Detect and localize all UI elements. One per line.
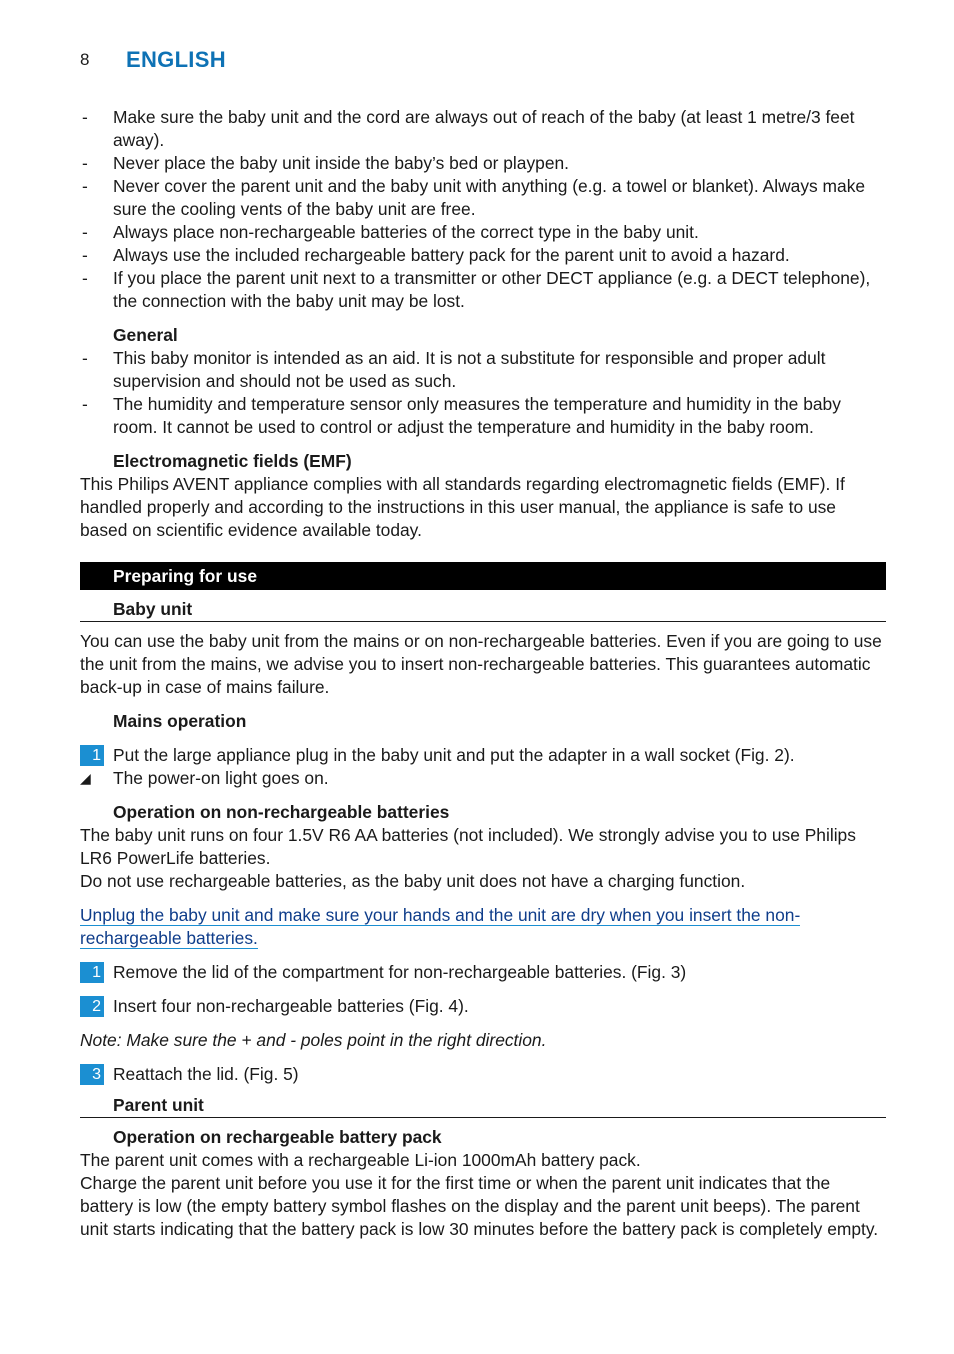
list-item: - The humidity and temperature sensor only measures the temperature and humidity in the baby room. It cannot be used to control or adjust the temperature and humidity in the baby room. — [82, 394, 841, 437]
step-number: 3 — [80, 1064, 104, 1085]
page-number: 8 — [80, 50, 90, 69]
rechargeable-heading: Operation on rechargeable battery pack — [113, 1127, 442, 1147]
mains-step-1: 1 Put the large appliance plug in the baby unit and put the adapter in a wall socket (Fig. 2). — [80, 744, 886, 767]
list-item: - This baby monitor is intended as an aid. It is not a substitute for responsible and proper adult supervision and should not be used as such. — [82, 348, 826, 391]
general-heading: General — [113, 325, 178, 345]
batteries-step-3: 3 Reattach the lid. (Fig. 5) — [80, 1063, 886, 1086]
list-item: - Make sure the baby unit and the cord are always out of reach of the baby (at least 1 metre/3 feet away). — [82, 107, 855, 150]
list-item: - Always place non-rechargeable batteries of the correct type in the baby unit. — [82, 222, 699, 242]
batteries-text-1: The baby unit runs on four 1.5V R6 AA batteries (not included). We strongly advise you to use Philips LR6 PowerLife batteries. — [80, 825, 856, 868]
step-number: 1 — [80, 745, 104, 766]
parent-unit-heading: Parent unit — [80, 1093, 886, 1118]
mains-operation-heading: Mains operation — [113, 711, 247, 731]
result-arrow-icon: ◢ — [80, 770, 91, 786]
rechargeable-text-2: Charge the parent unit before you use it for the first time or when the parent unit indicates that the battery is low (the empty battery symbol flashes on the display and the parent unit beeps). The parent unit starts indicating that the battery pack is low 30 minutes before the battery pack is completely empty. — [80, 1173, 879, 1239]
step-number: 2 — [80, 996, 104, 1017]
baby-unit-heading: Baby unit — [80, 597, 886, 622]
list-item: - Always use the included rechargeable battery pack for the parent unit to avoid a hazard. — [82, 245, 790, 265]
batteries-step-1: 1 Remove the lid of the compartment for non-rechargeable batteries. (Fig. 3) — [80, 961, 886, 984]
list-item: - Never cover the parent unit and the baby unit with anything (e.g. a towel or blanket). Always make sure the cooling vents of the baby unit are free. — [82, 176, 866, 219]
step-number: 1 — [80, 962, 104, 983]
general-list — [80, 347, 886, 439]
page-content — [80, 106, 886, 1241]
list-item: - If you place the parent unit next to a transmitter or other DECT appliance (e.g. a DECT telephone), the connection with the baby unit may be lost. — [82, 268, 871, 311]
batteries-warning: Unplug the baby unit and make sure your hands and the unit are dry when you insert the non-rechargeable batteries. — [80, 905, 801, 948]
batteries-text-2: Do not use rechargeable batteries, as the baby unit does not have a charging function. — [80, 871, 746, 891]
batteries-step-2: 2 Insert four non-rechargeable batteries (Fig. 4). — [80, 995, 886, 1018]
batteries-heading: Operation on non-rechargeable batteries — [113, 802, 450, 822]
batteries-note: Note: Make sure the + and - poles point in the right direction. — [80, 1030, 547, 1050]
mains-result: ◢ The power-on light goes on. — [80, 768, 329, 788]
safety-warnings-list — [80, 106, 886, 313]
emf-heading: Electromagnetic fields (EMF) — [113, 451, 352, 471]
list-item: - Never place the baby unit inside the baby’s bed or playpen. — [82, 153, 570, 173]
language-heading: ENGLISH — [126, 47, 226, 72]
rechargeable-text-1: The parent unit comes with a rechargeable Li-ion 1000mAh battery pack. — [80, 1150, 641, 1170]
emf-text: This Philips AVENT appliance complies with all standards regarding electromagnetic fields (EMF). If handled properly and according to the instructions in this user manual, the appliance is safe to use based on scientific evidence available today. — [80, 474, 845, 540]
section-title-preparing: Preparing for use — [80, 562, 886, 590]
baby-unit-intro: You can use the baby unit from the mains or on non-rechargeable batteries. Even if you are going to use the unit from the mains, we advise you to insert non-rechargeable batteries. This guarantees automatic back-up in case of mains failure. — [80, 631, 882, 697]
